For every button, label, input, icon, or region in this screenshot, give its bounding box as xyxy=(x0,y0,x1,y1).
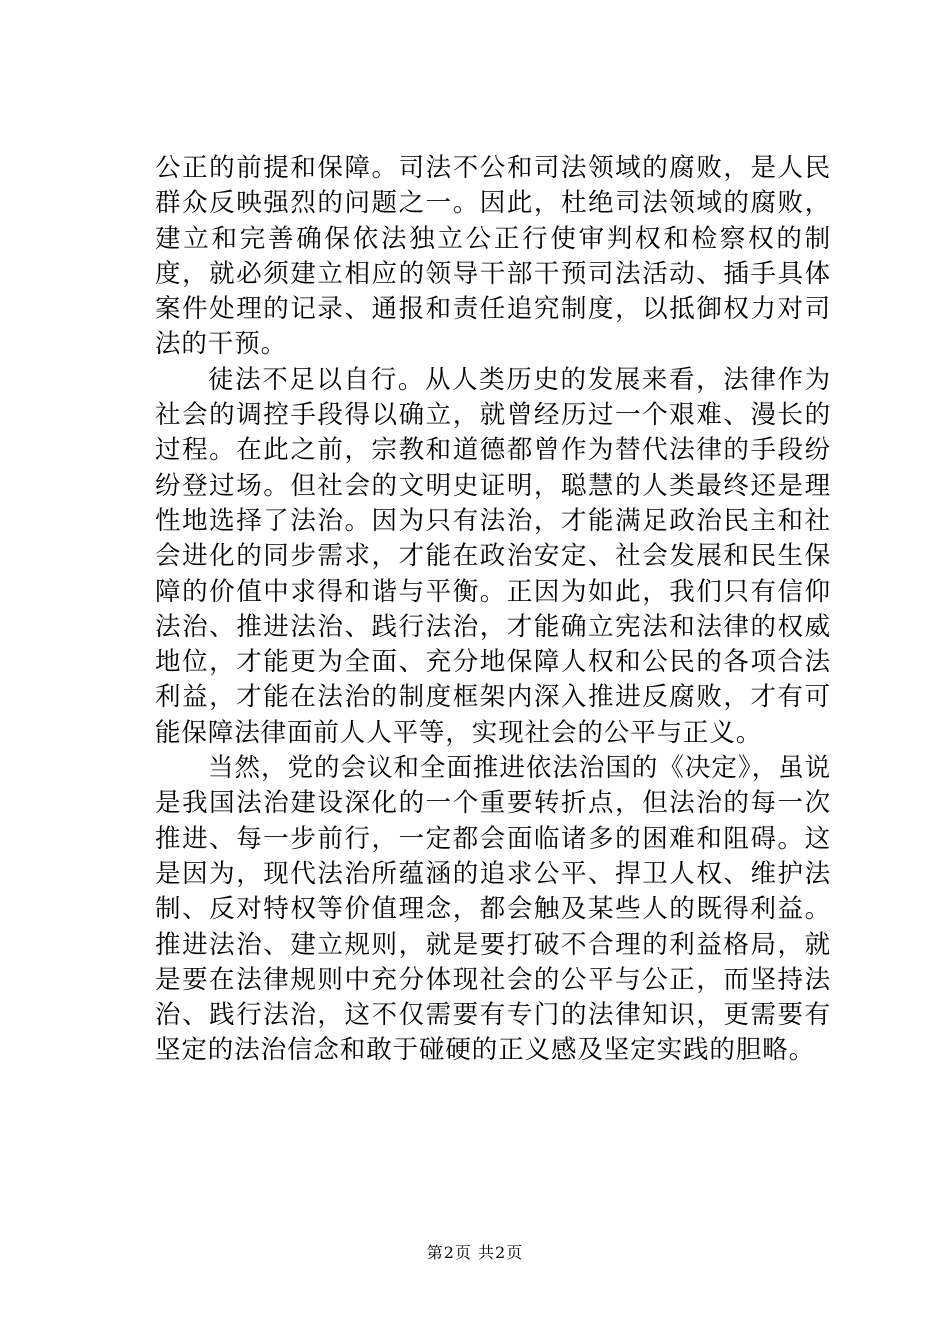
document-body xyxy=(155,151,831,1069)
paragraph-of-course: 当然，党的会议和全面推进依法治国的《决定》，虽说是我国法治建设深化的一个重要转折点，但法治的每一次推进、每一步前行，一定都会面临诸多的困难和阻碍。这是因为，现代法治所蕴涵的追求公平、捍卫人权、维护法制、反对特权等价值理念，都会触及某些人的既得利益。推进法治、建立规则，就是要打破不合理的利益格局，就是要在法律规则中充分体现社会的公平与公正，而坚持法治、践行法治，这不仅需要有专门的法律知识，更需要有坚定的法治信念和敢于碰硬的正义感及坚定实践的胆略。 xyxy=(155,753,831,1066)
paragraph-continuation: 公正的前提和保障。司法不公和司法领域的腐败，是人民群众反映强烈的问题之一。因此，杜绝司法领域的腐败，建立和完善确保依法独立公正行使审判权和检察权的制度，就必须建立相应的领导干部干预司法活动、插手具体案件处理的记录、通报和责任追究制度，以抵御权力对司法的干预。 xyxy=(155,153,831,360)
paragraph-law-cannot-enforce-itself: 徒法不足以自行。从人类历史的发展来看，法律作为社会的调控手段得以确立，就曾经历过一个艰难、漫长的过程。在此之前，宗教和道德都曾作为替代法律的手段纷纷登过场。但社会的文明史证明，聪慧的人类最终还是理性地选择了法治。因为只有法治，才能满足政治民主和社会进化的同步需求，才能在政治安定、社会发展和民生保障的价值中求得和谐与平衡。正因为如此，我们只有信仰法治、推进法治、践行法治，才能确立宪法和法律的权威地位，才能更为全面、充分地保障人权和公民的各项合法利益，才能在法治的制度框架内深入推进反腐败，才有可能保障法律面前人人平等，实现社会的公平与正义。 xyxy=(155,364,831,748)
page-footer: 第2页 共2页 xyxy=(426,1243,524,1262)
